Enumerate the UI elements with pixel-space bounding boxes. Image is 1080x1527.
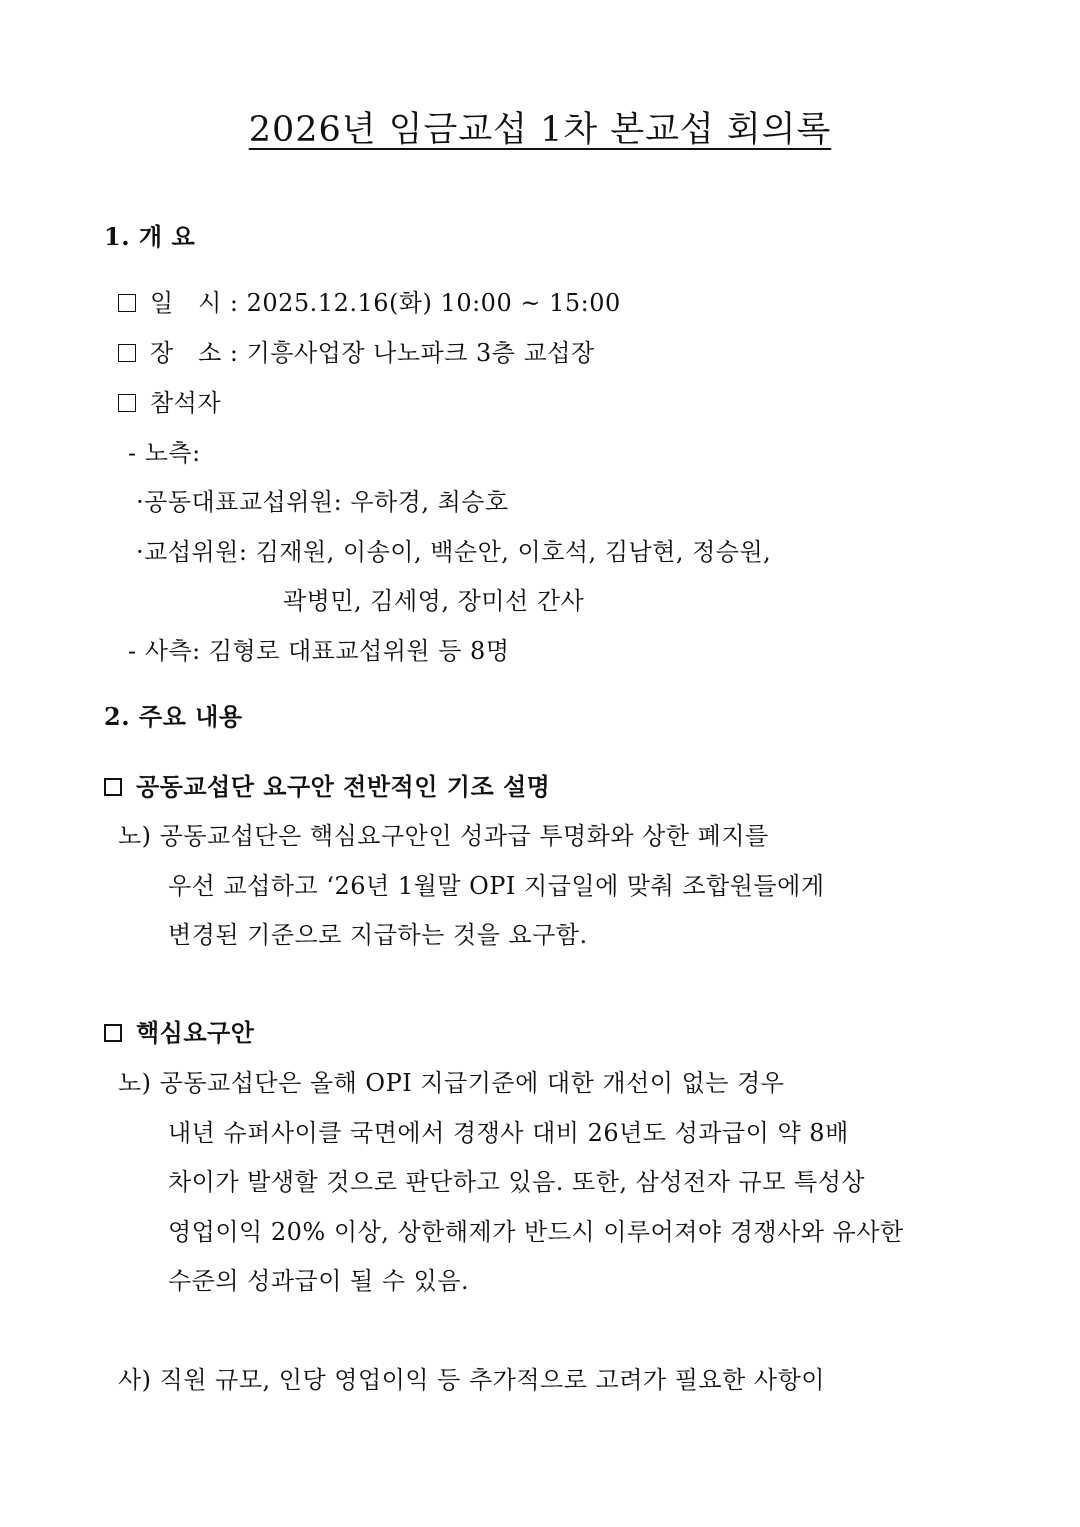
checkbox-square-icon: [118, 394, 136, 412]
date-text: 일 시 : 2025.12.16(화) 10:00 ~ 15:00: [150, 289, 621, 317]
topic-1-heading: [104, 772, 550, 802]
attendees-row: [118, 388, 221, 418]
topic-1-heading-text: 공동교섭단 요구안 전반적인 기조 설명: [136, 772, 551, 801]
checkbox-square-icon: [104, 1024, 122, 1042]
joint-representatives: ·공동대표교섭위원: 우하경, 최승호: [136, 488, 509, 516]
topic-2-heading-text: 핵심요구안: [136, 1018, 255, 1047]
topic-2-union-line-1: 노) 공동교섭단은 올해 OPI 지급기준에 대한 개선이 없는 경우: [118, 1069, 785, 1097]
checkbox-square-icon: [118, 294, 136, 312]
place-text: 장 소 : 기흥사업장 나노파크 3층 교섭장: [150, 339, 595, 367]
topic-1-paragraph-line-3: 변경된 기준으로 지급하는 것을 요구함.: [168, 921, 588, 949]
topic-2-heading: [104, 1018, 254, 1048]
date-row: [118, 288, 621, 318]
section-2-heading: 2. 주요 내용: [104, 702, 243, 731]
topic-2-union-line-2: 내년 슈퍼사이클 국면에서 경쟁사 대비 26년도 성과급이 약 8배: [168, 1119, 849, 1147]
place-row: [118, 338, 595, 368]
document-title: [0, 108, 1080, 152]
topic-2-union-line-5: 수준의 성과급이 될 수 있음.: [168, 1267, 470, 1295]
topic-2-union-line-3: 차이가 발생할 것으로 판단하고 있음. 또한, 삼성전자 규모 특성상: [168, 1168, 866, 1196]
union-side-label: - 노측:: [128, 439, 201, 467]
company-side-line: - 사측: 김형로 대표교섭위원 등 8명: [128, 637, 510, 665]
topic-2-union-line-4: 영업이익 20% 이상, 상한해제가 반드시 이루어져야 경쟁사와 유사한: [168, 1218, 904, 1246]
topic-2-company-line-1: 사) 직원 규모, 인당 영업이익 등 추가적으로 고려가 필요한 사항이: [118, 1366, 825, 1394]
checkbox-square-icon: [118, 344, 136, 362]
attendees-label: 참석자: [150, 389, 222, 417]
section-1-heading: 1. 개 요: [104, 222, 196, 251]
checkbox-square-icon: [104, 778, 122, 796]
committee-members-line-1: ·교섭위원: 김재원, 이송이, 백순안, 이호석, 김남현, 정승원,: [136, 538, 772, 566]
topic-1-paragraph-line-2: 우선 교섭하고 ‘26년 1월말 OPI 지급일에 맞춰 조합원들에게: [168, 872, 825, 900]
committee-members-line-2: 곽병민, 김세영, 장미선 간사: [283, 587, 585, 615]
topic-1-paragraph-line-1: 노) 공동교섭단은 핵심요구안인 성과급 투명화와 상한 폐지를: [118, 822, 769, 850]
document-title-text: 2026년 임금교섭 1차 본교섭 회의록: [248, 110, 832, 150]
